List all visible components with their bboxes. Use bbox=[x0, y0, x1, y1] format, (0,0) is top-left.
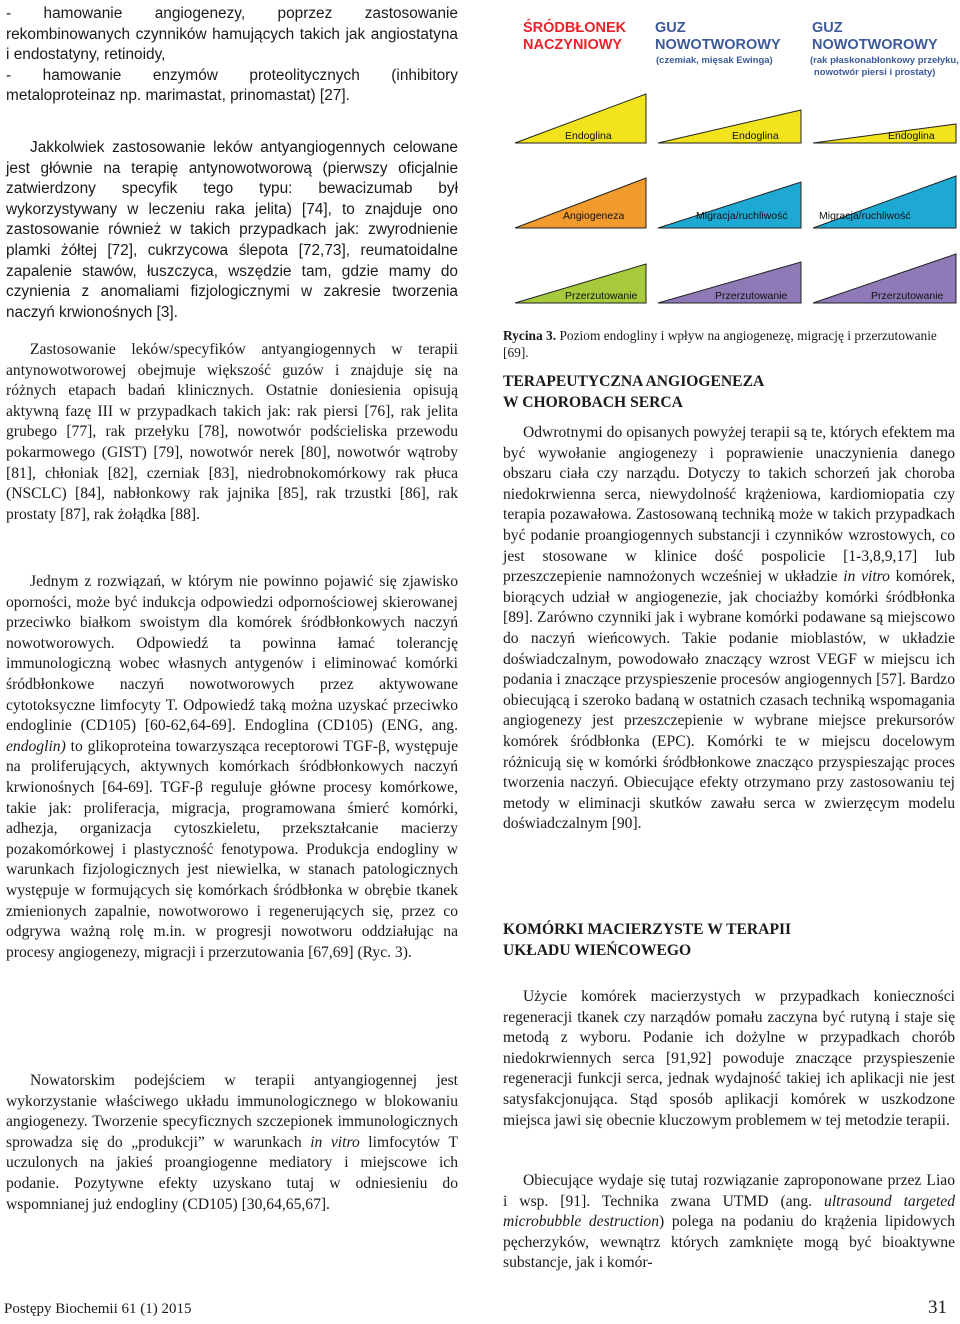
fig-label-metastasis-2: Przerzutowanie bbox=[715, 290, 788, 302]
fig-label-migration-1: Migracja/ruchliwość bbox=[696, 210, 788, 222]
figure-caption-label: Rycina 3. bbox=[503, 328, 557, 343]
page-number: 31 bbox=[928, 1297, 947, 1318]
paragraph-antiangiogenic-uses: Jakkolwiek zastosowanie leków antyangiogennych celowane jest głównie na terapię antynowotworową (pierwszy oficjalnie zatwierdzony specyfik tego typu: bewacizumab był wykorzystywany w leczeniu raka jelita) [74], to znajduje ono zastosowanie również w takich przypadkach jak: zwyrodnienie plamki żółtej [72], cukrzycowa ślepota [72,73], reumatoidalne zapalenie stawów, łuszczyca, wszędzie tam, gdzie mamy do czynienia z anomaliami fizjologicznymi w zakresie tworzenia naczyń krwionośnych [3]. bbox=[6, 139, 458, 321]
fig-subtitle-tumor-1: (czemiak, mięsak Ewinga) bbox=[656, 55, 773, 66]
paragraph-immunotherapy: Nowatorskim podejściem w terapii antyangiogennej jest wykorzystanie właściwego układu immunologicznego w blokowaniu angiogenezy. Tworzenie specyficznych szczepionek immunologicznych sprowadza się do „produkcji” w warunkach in vitro limfocytów T uczulonych na jakieś proangiogenne mediatory i miejscowe ich podanie. Pozytywne efekty uzyskano tutaj w odniesieniu do wspomnianej już endogliny (CD105) [30,64,65,67]. bbox=[6, 1072, 458, 1213]
paragraph-clinical-trials: Zastosowanie leków/specyfików antyangiogennych w terapii antynowotworowej obejmuje większość guzów i znajduje się na różnych etapach badań klinicznych. Ostatnie doniesienia opisują aktywną fazę III w przypadkach takich jak: rak piersi [76], rak jelita grubego [77], rak przełyku [78], nowotwór podścieliska przewodu pokarmowego (GIST) [79], nowotwór nerek [80], nowotwór wątroby [81], chłoniak [82], czerniak [83], niedrobnokomórkowy rak płuca (NSCLC) [84], nabłonkowy rak jajnika [85], rak trzustki [86], rak prostaty [87], rak żołądka [88]. bbox=[6, 341, 458, 523]
journal-footer: Postępy Biochemii 61 (1) 2015 bbox=[4, 1301, 192, 1317]
figure-caption bbox=[503, 327, 955, 361]
bullet-list-inhibitors: - hamowanie angiogenezy, poprzez zastosowanie rekombinowanych czynników hamujących takich jak angiostatyna i endostatyny, retinoidy, - hamowanie enzymów proteolitycznych (inhibitory metaloproteinaz np. marimastat, prinomastat) [27]. bbox=[6, 5, 458, 105]
section-heading-therapeutic-angiogenesis: TERAPEUTYCZNA ANGIOGENEZA W CHOROBACH SERCA bbox=[503, 373, 765, 411]
paragraph-stem-cells: Użycie komórek macierzystych w przypadkach konieczności regeneracji tkanek czy narządów pomału zaczyna być rutyną i staje się metodą z wyboru. Podanie ich dożylne w przypadkach chorób niedokrwiennych serca [91,92] powoduje znaczące przyspieszenie regeneracji funkcji serca, jednak wydajność takiej ich aplikacji nie jest satysfakcjonująca. Stąd sposób aplikacji komórek w uszkodzone miejsca jawi się obecnie kluczowym problemem w tej metodzie terapii. bbox=[503, 988, 955, 1129]
figure-endoglin-levels bbox=[503, 0, 960, 322]
fig-label-metastasis-1: Przerzutowanie bbox=[565, 290, 638, 302]
fig-title-endothelium: ŚRÓDBŁONEK NACZYNIOWY bbox=[523, 20, 627, 53]
fig-label-migration-2: Migracja/ruchliwość bbox=[819, 210, 911, 222]
fig-label-metastasis-3: Przerzutowanie bbox=[871, 290, 944, 302]
fig-subtitle-tumor-2: (rak płaskonabłonkowy przełyku, nowotwór piersi i prostaty) bbox=[810, 55, 959, 78]
fig-title-tumor-1: GUZ NOWOTWOROWY bbox=[655, 20, 781, 53]
fig-label-endoglin-2: Endoglina bbox=[732, 130, 779, 142]
paragraph-therapeutic-angiogenesis: Odwrotnymi do opisanych powyżej terapii są te, których efektem ma być wywołanie angiogenezy i poprawienie unaczynienia danego obszaru ciała czy narządu. Dotyczy to takich schorzeń jak choroba niedokrwienna serca, niewydolność krążeniowa, kardiomiopatia czy terapia pozawałowa. Zastosowaną techniką może w takich przypadkach być podanie proangiogennych substancji i czynników wzrostowych, co jest stosowane w klinice dość pospolicie [1-3,8,9,17] lub przeszczepienie namnożonych wcześniej w układzie in vitro komórek, biorących udział w angiogenezie, jak chociażby komórki śródbłonka [89]. Zarówno czynniki jak i wybrane komórki podawane są miejscowo do naczyń wieńcowych. Takie podanie mioblastów, w układzie doświadczalnym, powodowało znaczący wzrost VEGF w miejscu ich podania i znaczące przyspieszenie procesów angiogennych [57]. Bardzo obiecującą i szeroko badaną w ostatnich czasach techniką wspomagania angiogenezy jest przeszczepienie w wybrane miejsce prekursorów komórek śródbłonka (EPC). Komórki te w miejscu docelowym różnicują się w komórki śródbłonkowe znacząco przyspieszając proces tworzenia naczyń. Obiecujące efekty otrzymano przy zastosowaniu tej metody w eliminacji skutków zawału serca w zwierzęcym modelu doświadczalnym [90]. bbox=[503, 424, 956, 833]
figure-caption-text: Poziom endogliny i wpływ na angiogenezę, migrację i przerzutowanie [69]. bbox=[503, 328, 937, 360]
fig-label-angiogenesis: Angiogeneza bbox=[563, 210, 625, 222]
paragraph-endoglin: Jednym z rozwiązań, w którym nie powinno pojawić się zjawisko oporności, może być indukcja odpowiedzi odpornościowej skierowanej przeciwko białkom swoistym dla komórek śródbłonkowych naczyń nowotworowych. Odpowiedź ta powinna łamać tolerancję immunologiczną wobec własnych antygenów i eliminować komórki śródbłonkowe naczyń nowotworowych przez aktywowane cytotoksyczne limfocyty T. Odpowiedź taką można uzyskać przeciwko endoglinie (CD105) [60-62,64-69]. Endoglina (CD105) (ENG, ang. endoglin) to glikoproteina towarzysząca receptorowi TGF-β, występuje na proliferujących, aktywnych komórkach śródbłonkowych naczyń krwionośnych [64-69]. TGF-β reguluje główne procesy komórkowe, takie jak: proliferacja, migracja, programowana śmierć komórki, adhezja, organizacja cytoszkieletu, przekształcanie macierzy pozakomórkowej i plastyczność fenotypowa. Produkcja endogliny w warunkach fizjologicznych jest niewielka, w stanach patologicznych występuje w formujących się komórkach śródbłonka w obrębie tkanek zmienionych zapalnie, nowotworowo i regenerujących się, przez co odgrywa ważną rolę m.in. w progresji nowotworu oddziałując na procesy angiogenezy, migracji i przerzutowania [67,69] (Ryc. 3). bbox=[6, 573, 458, 961]
fig-label-endoglin-3: Endoglina bbox=[888, 130, 935, 142]
section-heading-stem-cells: KOMÓRKI MACIERZYSTE W TERAPII UKŁADU WIEŃCOWEGO bbox=[503, 921, 792, 959]
fig-label-endoglin-1: Endoglina bbox=[565, 130, 612, 142]
fig-title-tumor-2: GUZ NOWOTWOROWY bbox=[812, 20, 938, 53]
paragraph-utmd: Obiecujące wydaje się tutaj rozwiązanie zaproponowane przez Liao i wsp. [91]. Technika zwana UTMD (ang. ultrasound targeted microbubble destruction) polega na podaniu do krążenia lipidowych pęcherzyków, wewnątrz których zamknięte mogą być bioaktywne substancje, jak i komór- bbox=[503, 1172, 955, 1272]
